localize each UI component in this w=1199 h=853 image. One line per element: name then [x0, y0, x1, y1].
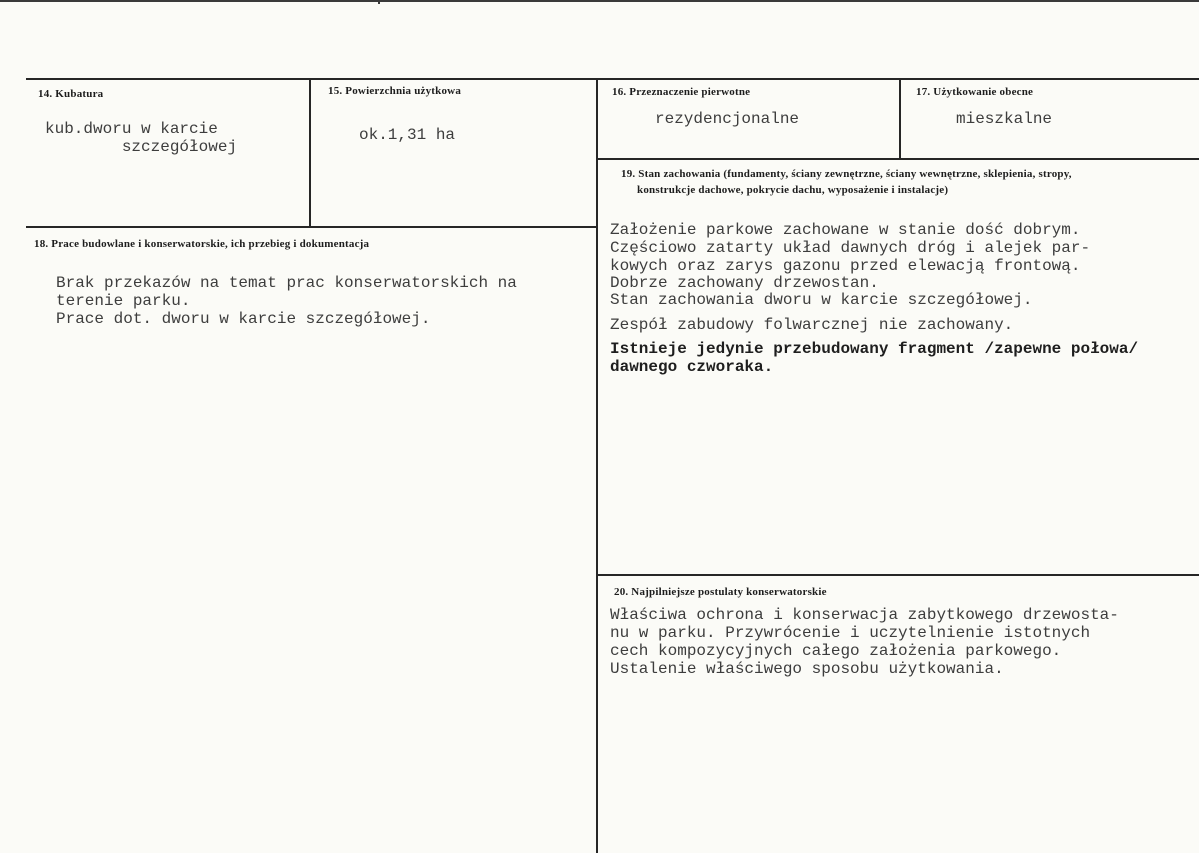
field-19-bottom-border — [598, 574, 1199, 576]
field-20-line-1: Właściwa ochrona i konserwacja zabytkowego drzewosta- — [610, 606, 1119, 624]
field-15-label: 15. Powierzchnia użytkowa — [328, 85, 462, 97]
field-14-line-2: szczegółowej — [45, 138, 238, 156]
field-17-value: mieszkalne — [956, 110, 1053, 128]
field-19-line-7: Istnieje jedynie przebudowany fragment /zapewne połowa/ — [610, 340, 1139, 358]
row-top-border — [26, 78, 1199, 80]
field-19-line-5: Stan zachowania dworu w karcie szczegółowej. — [610, 291, 1033, 309]
field-15-value: ok.1,31 ha — [359, 126, 456, 144]
row-14-15-bottom-border — [26, 226, 598, 228]
field-19-label-continued: konstrukcje dachowe, pokrycie dachu, wyposażenie i instalacje) — [637, 184, 949, 196]
field-20-line-3: cech kompozycyjnych całego założenia parkowego. — [610, 642, 1062, 660]
field-20-line-2: nu w parku. Przywrócenie i uczytelnienie istotnych — [610, 624, 1091, 642]
top-edge-line — [0, 0, 1199, 2]
field-19-label: 19. Stan zachowania (fundamenty, ściany zewnętrzne, ściany wewnętrzne, sklepienia, stropy, — [621, 168, 1072, 180]
divider-14-15 — [309, 78, 311, 228]
field-14-label: 14. Kubatura — [38, 88, 104, 100]
field-19-line-8: dawnego czworaka. — [610, 358, 774, 376]
field-19-line-1: Założenie parkowe zachowane w stanie dość dobrym. — [610, 221, 1081, 239]
field-16-label: 16. Przeznaczenie pierwotne — [612, 86, 751, 98]
field-20-line-4: Ustalenie właściwego sposobu użytkowania. — [610, 660, 1004, 678]
field-16-value: rezydencjonalne — [655, 110, 800, 128]
field-19-line-3: kowych oraz zarys gazonu przed elewacją frontową. — [610, 257, 1081, 275]
central-divider — [596, 78, 598, 853]
field-19-line-4: Dobrze zachowany drzewostan. — [610, 274, 879, 292]
field-20-label: 20. Najpilniejsze postulaty konserwatorskie — [614, 586, 827, 598]
field-18-line-1: Brak przekazów na temat prac konserwatorskich na — [56, 274, 517, 292]
field-18-line-2: terenie parku. — [56, 292, 191, 310]
field-17-label: 17. Użytkowanie obecne — [916, 86, 1034, 98]
field-18-label: 18. Prace budowlane i konserwatorskie, ich przebieg i dokumentacja — [34, 238, 370, 250]
field-19-line-6: Zespół zabudowy folwarcznej nie zachowany. — [610, 316, 1014, 334]
field-14-line-1: kub.dworu w karcie — [45, 120, 218, 138]
divider-16-17 — [899, 78, 901, 160]
top-edge-tick — [378, 0, 380, 4]
field-18-line-3: Prace dot. dworu w karcie szczegółowej. — [56, 310, 431, 328]
field-19-line-2: Częściowo zatarty układ dawnych dróg i alejek par- — [610, 239, 1091, 257]
